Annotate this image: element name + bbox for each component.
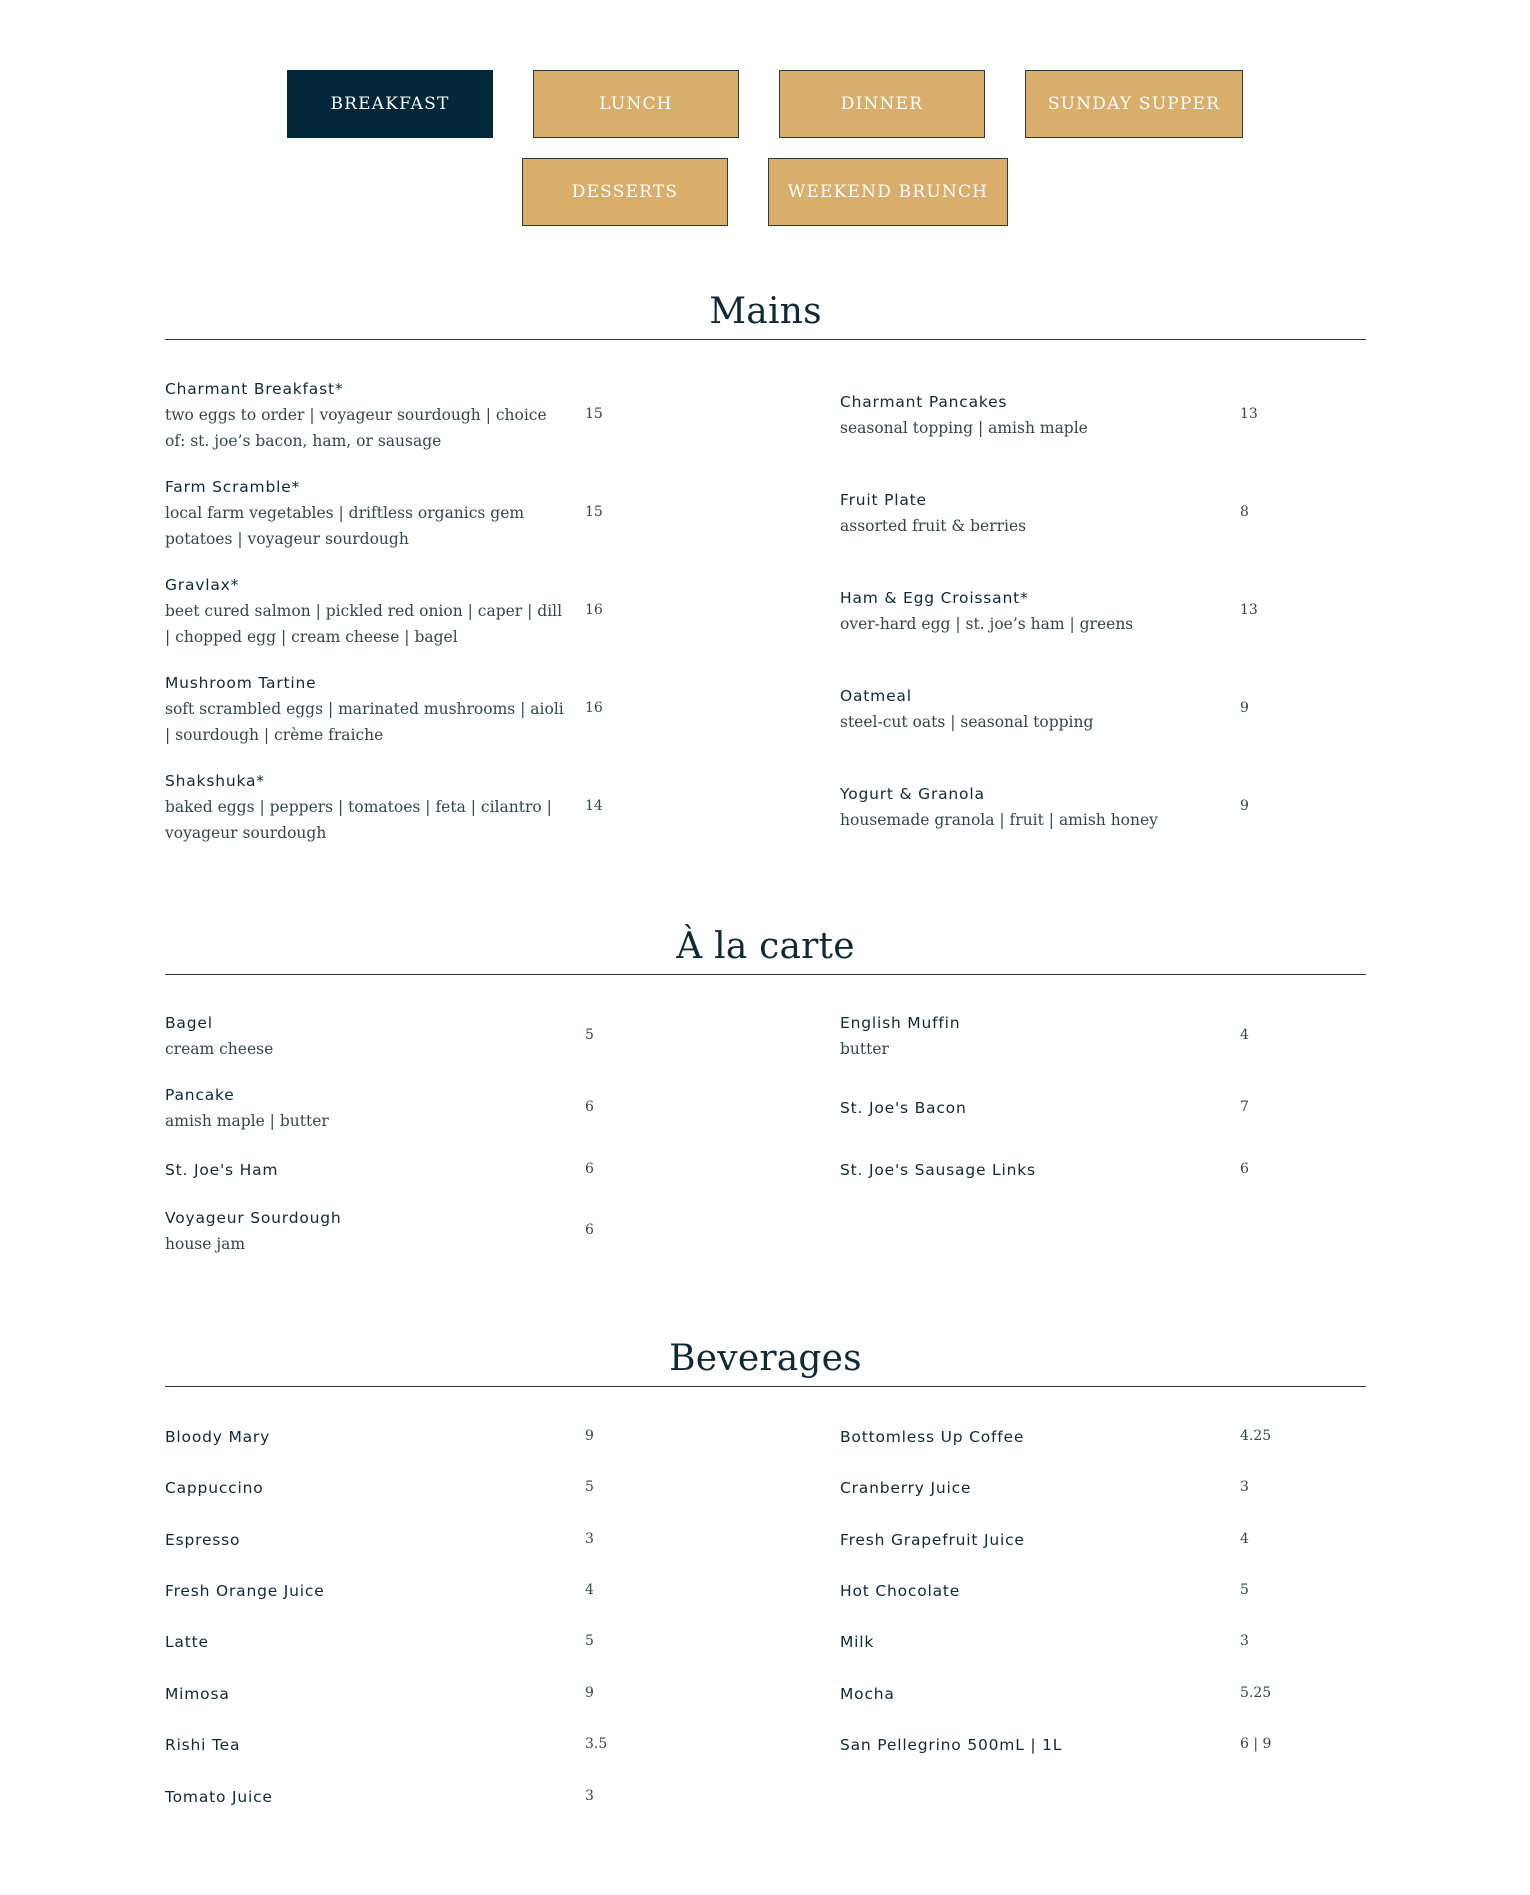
item-price: 9 xyxy=(1240,700,1249,716)
item-price: 16 xyxy=(585,700,603,716)
item-price: 5 xyxy=(1240,1582,1249,1598)
item-name: Charmant Breakfast* xyxy=(165,380,344,398)
menu-tabs-row-2 xyxy=(0,158,1530,226)
menu-item xyxy=(840,487,1170,539)
item-price: 14 xyxy=(585,798,603,814)
item-price: 6 xyxy=(1240,1161,1249,1177)
item-price: 9 xyxy=(585,1685,594,1701)
item-price: 6 xyxy=(585,1161,594,1177)
menu-item xyxy=(840,683,1170,735)
item-description: butter xyxy=(840,1040,889,1058)
menu-item xyxy=(840,1095,1170,1121)
menu-item xyxy=(165,768,570,846)
item-name: St. Joe's Bacon xyxy=(840,1099,967,1117)
menu-tabs-row-1 xyxy=(0,70,1530,138)
item-price: 4 xyxy=(585,1582,594,1598)
item-name: Charmant Pancakes xyxy=(840,393,1008,411)
menu-item xyxy=(165,1681,545,1707)
menu-item xyxy=(840,1010,1170,1062)
menu-item xyxy=(840,781,1170,833)
menu-item xyxy=(165,1010,545,1062)
item-description: housemade granola | fruit | amish honey xyxy=(840,811,1158,829)
item-name: Pancake xyxy=(165,1086,235,1104)
item-price: 3 xyxy=(585,1531,594,1547)
menu-item xyxy=(840,1578,1170,1604)
item-price: 5 xyxy=(585,1027,594,1043)
item-name: Bloody Mary xyxy=(165,1428,271,1446)
item-name: Farm Scramble* xyxy=(165,478,301,496)
item-name: Tomato Juice xyxy=(165,1788,273,1806)
item-description: steel-cut oats | seasonal topping xyxy=(840,713,1094,731)
item-price: 4 xyxy=(1240,1531,1249,1547)
menu-item xyxy=(165,376,570,454)
item-description: assorted fruit & berries xyxy=(840,517,1027,535)
menu-item xyxy=(840,389,1170,441)
section-divider xyxy=(165,1386,1366,1387)
item-price: 5.25 xyxy=(1240,1685,1272,1701)
menu-item xyxy=(165,1475,545,1501)
item-name: St. Joe's Sausage Links xyxy=(840,1161,1036,1179)
item-price: 15 xyxy=(585,406,603,422)
item-price: 6 xyxy=(585,1222,594,1238)
item-price: 4.25 xyxy=(1240,1428,1272,1444)
item-name: Mocha xyxy=(840,1685,895,1703)
item-name: Milk xyxy=(840,1633,875,1651)
menu-item xyxy=(840,1629,1170,1655)
item-price: 13 xyxy=(1240,602,1258,618)
item-description: beet cured salmon | pickled red onion | caper | dill | chopped egg | cream cheese | bagel xyxy=(165,602,563,646)
tab-sunday-supper[interactable]: SUNDAY SUPPER xyxy=(1025,70,1243,138)
tab-dinner[interactable]: DINNER xyxy=(779,70,985,138)
item-price: 16 xyxy=(585,602,603,618)
menu-item xyxy=(165,1157,545,1183)
item-price: 3 xyxy=(1240,1479,1249,1495)
item-name: Gravlax* xyxy=(165,576,240,594)
item-price: 13 xyxy=(1240,406,1258,422)
section-divider xyxy=(165,339,1366,340)
menu-item xyxy=(165,670,570,748)
menu-item xyxy=(165,1082,545,1134)
item-description: house jam xyxy=(165,1235,246,1253)
menu-item xyxy=(165,1527,545,1553)
section-a-la-carte xyxy=(165,920,1366,975)
section-beverages xyxy=(165,1332,1366,1387)
menu-item xyxy=(165,1732,545,1758)
tab-desserts[interactable]: DESSERTS xyxy=(522,158,728,226)
tab-weekend-brunch[interactable]: WEEKEND BRUNCH xyxy=(768,158,1008,226)
tab-lunch[interactable]: LUNCH xyxy=(533,70,739,138)
item-name: San Pellegrino 500mL | 1L xyxy=(840,1736,1063,1754)
item-description: seasonal topping | amish maple xyxy=(840,419,1088,437)
item-name: Espresso xyxy=(165,1531,241,1549)
item-description: local farm vegetables | driftless organics gem potatoes | voyageur sourdough xyxy=(165,504,525,548)
item-price: 8 xyxy=(1240,504,1249,520)
menu-item xyxy=(840,1732,1170,1758)
section-title: Beverages xyxy=(669,1338,862,1379)
item-name: Mushroom Tartine xyxy=(165,674,317,692)
item-price: 5 xyxy=(585,1633,594,1649)
item-price: 6 xyxy=(585,1099,594,1115)
tab-breakfast[interactable]: BREAKFAST xyxy=(287,70,493,138)
item-name: Cranberry Juice xyxy=(840,1479,972,1497)
item-price: 4 xyxy=(1240,1027,1249,1043)
menu-item xyxy=(840,1681,1170,1707)
item-description: soft scrambled eggs | marinated mushrooms | aioli | sourdough | crème fraiche xyxy=(165,700,564,744)
item-name: Mimosa xyxy=(165,1685,230,1703)
item-price: 9 xyxy=(1240,798,1249,814)
item-name: St. Joe's Ham xyxy=(165,1161,279,1179)
item-name: Fresh Grapefruit Juice xyxy=(840,1531,1025,1549)
item-name: Ham & Egg Croissant* xyxy=(840,589,1029,607)
menu-item xyxy=(165,1578,545,1604)
item-price: 3.5 xyxy=(585,1736,608,1752)
section-title: Mains xyxy=(709,291,822,332)
menu-item xyxy=(840,1475,1170,1501)
section-title: À la carte xyxy=(676,926,855,967)
item-description: cream cheese xyxy=(165,1040,274,1058)
item-name: English Muffin xyxy=(840,1014,961,1032)
item-name: Cappuccino xyxy=(165,1479,264,1497)
menu-item xyxy=(165,1424,545,1450)
item-description: over-hard egg | st. joe’s ham | greens xyxy=(840,615,1134,633)
item-price: 7 xyxy=(1240,1099,1249,1115)
menu-item xyxy=(165,1629,545,1655)
menu-item xyxy=(840,1527,1170,1553)
item-price: 15 xyxy=(585,504,603,520)
item-price: 5 xyxy=(585,1479,594,1495)
item-name: Rishi Tea xyxy=(165,1736,241,1754)
menu-item xyxy=(840,1424,1170,1450)
item-description: amish maple | butter xyxy=(165,1112,329,1130)
menu-item xyxy=(165,1205,545,1257)
item-price: 3 xyxy=(1240,1633,1249,1649)
section-mains xyxy=(165,285,1366,340)
menu-item xyxy=(840,585,1170,637)
section-divider xyxy=(165,974,1366,975)
item-name: Fresh Orange Juice xyxy=(165,1582,325,1600)
item-description: baked eggs | peppers | tomatoes | feta | cilantro | voyageur sourdough xyxy=(165,798,552,842)
item-name: Oatmeal xyxy=(840,687,912,705)
menu-item xyxy=(840,1157,1170,1183)
menu-item xyxy=(165,474,570,552)
item-price: 9 xyxy=(585,1428,594,1444)
menu-item xyxy=(165,1784,545,1810)
item-name: Latte xyxy=(165,1633,209,1651)
item-name: Voyageur Sourdough xyxy=(165,1209,342,1227)
item-name: Fruit Plate xyxy=(840,491,927,509)
item-name: Hot Chocolate xyxy=(840,1582,961,1600)
item-description: two eggs to order | voyageur sourdough | choice of: st. joe’s bacon, ham, or sausage xyxy=(165,406,547,450)
item-price: 6 | 9 xyxy=(1240,1736,1272,1752)
item-name: Shakshuka* xyxy=(165,772,265,790)
menu-item xyxy=(165,572,570,650)
item-name: Yogurt & Granola xyxy=(840,785,985,803)
item-price: 3 xyxy=(585,1788,594,1804)
item-name: Bagel xyxy=(165,1014,213,1032)
item-name: Bottomless Up Coffee xyxy=(840,1428,1025,1446)
